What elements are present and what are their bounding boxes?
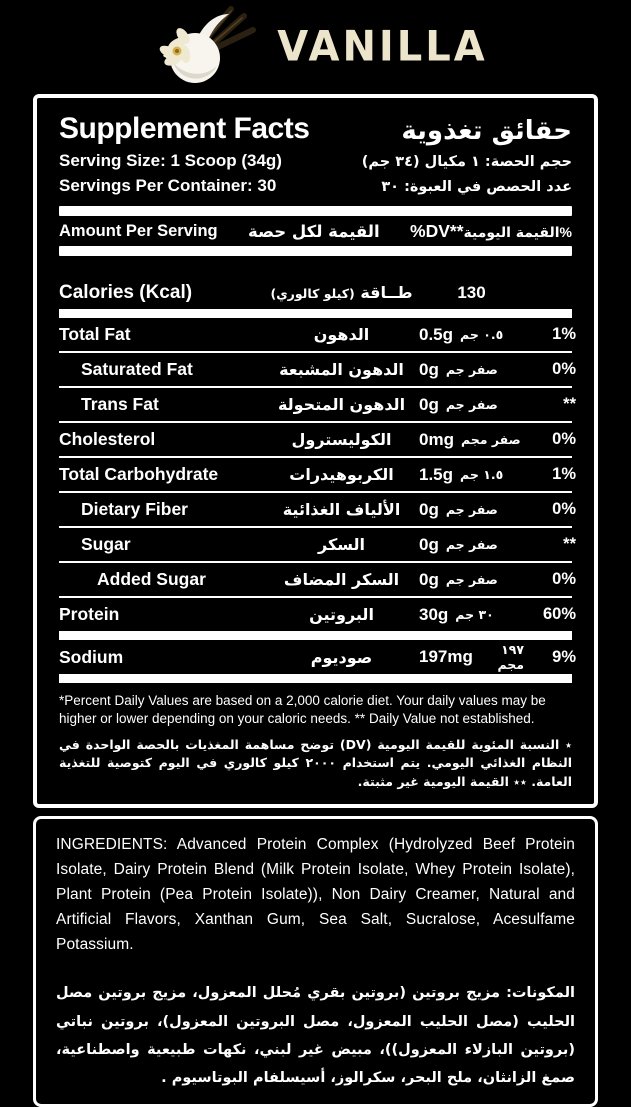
facts-title-en: Supplement Facts bbox=[59, 112, 310, 145]
serving-size-row bbox=[59, 151, 572, 171]
divider-thick bbox=[59, 206, 572, 216]
ingredients-en bbox=[56, 832, 575, 958]
servings-per-container-row bbox=[59, 176, 572, 196]
nutrient-name-ar: الألياف الغذائية bbox=[282, 500, 401, 519]
nutrient-row-sodium bbox=[59, 640, 576, 683]
ingredients-panel bbox=[33, 816, 598, 1107]
ingredients-ar bbox=[56, 979, 575, 1092]
nutrient-amount bbox=[419, 465, 524, 485]
amount-ar: صفر جم bbox=[445, 572, 498, 587]
amount-en: 0g bbox=[419, 499, 439, 519]
footnote-en: *Percent Daily Values are based on a 2,000 calorie diet. Your daily values may be higher or lower depending on your caloric needs. ** Daily Value not established. bbox=[59, 693, 546, 726]
nutrient-row-saturated-fat bbox=[59, 353, 576, 388]
dv-label-ar: القيمة اليومية bbox=[463, 225, 560, 241]
facts-title-row bbox=[59, 112, 572, 146]
nutrient-name-en: Added Sugar bbox=[97, 569, 206, 589]
nutrient-name-ar: البروتين bbox=[309, 605, 374, 624]
dv-label-en: %DV** bbox=[410, 221, 464, 241]
amount-en: 197mg bbox=[419, 647, 473, 666]
serving-size-en: Serving Size: 1 Scoop (34g) bbox=[59, 151, 282, 170]
nutrient-dv: 0% bbox=[552, 430, 576, 448]
facts-title-ar: حقائق تغذوية bbox=[401, 116, 572, 146]
nutrient-amount bbox=[419, 570, 524, 590]
nutrient-name-en: Sugar bbox=[81, 534, 131, 554]
amount-ar: ١٩٧ مجم bbox=[497, 642, 524, 672]
nutrient-amount bbox=[419, 395, 524, 415]
nutrient-name-en: Dietary Fiber bbox=[81, 499, 188, 519]
footnote-ar: ٭ النسبة المئوية للقيمة اليومية (DV) توضح مساهمة المغذيات بالحصة الواحدة في النظام الغذائي اليومي. يتم استخدام ٢٠٠٠ كيلو كالوري في اليوم كتوصية للتغذية العامة. ٭٭ القيمة اليومية غير مثبتة. bbox=[59, 736, 572, 790]
nutrient-name-ar: السكر bbox=[317, 535, 366, 554]
nutrient-name-ar: السكر المضاف bbox=[283, 570, 400, 589]
nutrient-amount bbox=[419, 605, 524, 625]
column-header-row bbox=[59, 216, 572, 246]
nutrient-name-ar: الدهون bbox=[313, 325, 370, 344]
nutrient-name-en: Total Fat bbox=[59, 324, 131, 344]
divider-thick bbox=[59, 246, 572, 256]
nutrient-amount bbox=[419, 500, 524, 520]
amount-ar: صفر مجم bbox=[460, 432, 521, 447]
amount-per-serving-label-en: Amount Per Serving bbox=[59, 222, 218, 240]
servings-per-container-ar: عدد الحصص في العبوة: ٣٠ bbox=[381, 179, 572, 195]
ingredients-text-en: Advanced Protein Complex (Hydrolyzed Beef Protein Isolate, Dairy Protein Blend (Milk Protein Isolate, Whey Protein Isolate), Plant Protein (Pea Protein Isolate)), Non Dairy Creamer, Natural and Artificial Flavors, Xanthan Gum, Sea Salt, Sucralose, Acesulfame Potassium. bbox=[56, 835, 575, 954]
ingredients-label-en: INGREDIENTS: bbox=[56, 835, 168, 853]
vanilla-flower-icon bbox=[143, 4, 271, 91]
nutrient-name-en: Cholesterol bbox=[59, 429, 156, 449]
nutrient-amount bbox=[419, 642, 524, 672]
nutrient-name-ar: الكوليسترول bbox=[291, 430, 392, 449]
nutrient-row-added-sugar bbox=[59, 563, 576, 598]
amount-en: 0g bbox=[419, 359, 439, 379]
nutrient-name-en: Saturated Fat bbox=[81, 359, 193, 379]
calories-label-ar bbox=[264, 283, 419, 302]
nutrient-name-en: Protein bbox=[59, 604, 120, 624]
calories-value: 130 bbox=[457, 282, 486, 302]
nutrient-name-ar: الدهون المتحولة bbox=[277, 395, 406, 414]
amount-ar: صفر جم bbox=[445, 397, 498, 412]
nutrient-row-total-carbohydrate bbox=[59, 458, 576, 493]
calories-label-ar-main: طــاقة bbox=[360, 283, 413, 302]
amount-ar: ١.٥ جم bbox=[460, 467, 504, 482]
nutrient-dv: 9% bbox=[552, 647, 576, 666]
nutrient-table bbox=[59, 276, 576, 683]
daily-value-header bbox=[410, 221, 572, 242]
amount-ar: صفر جم bbox=[445, 362, 498, 377]
nutrient-name-en: Total Carbohydrate bbox=[59, 464, 219, 484]
ingredients-content bbox=[36, 819, 595, 1105]
amount-ar: صفر جم bbox=[445, 502, 498, 517]
flavor-title: VANILLA bbox=[277, 22, 488, 72]
dv-percent-sign: % bbox=[559, 224, 572, 240]
servings-per-container-en: Servings Per Container: 30 bbox=[59, 176, 277, 195]
amount-en: 30g bbox=[419, 604, 449, 624]
nutrient-row-dietary-fiber bbox=[59, 493, 576, 528]
nutrient-amount bbox=[419, 535, 524, 555]
amount-per-serving-label-ar: القيمة لكل حصة bbox=[247, 222, 380, 241]
amount-en: 0mg bbox=[419, 429, 454, 449]
supplement-facts-content bbox=[37, 98, 594, 804]
serving-size-ar: حجم الحصة: ١ مكيال (٣٤ جم) bbox=[361, 154, 572, 170]
nutrient-row-cholesterol bbox=[59, 423, 576, 458]
nutrient-row-trans-fat bbox=[59, 388, 576, 423]
calories-amount bbox=[419, 283, 524, 303]
amount-en: 0g bbox=[419, 569, 439, 589]
nutrient-dv: 0% bbox=[552, 360, 576, 378]
nutrient-dv: 1% bbox=[552, 325, 576, 343]
calories-row bbox=[59, 276, 572, 318]
calories-label-ar-paren: (كيلو كالوري) bbox=[270, 286, 355, 301]
nutrient-name-ar: صوديوم bbox=[310, 647, 373, 667]
amount-en: 1.5g bbox=[419, 464, 454, 484]
amount-ar: صفر جم bbox=[445, 537, 498, 552]
calories-label-en: Calories (Kcal) bbox=[59, 281, 193, 303]
nutrient-row-sugar bbox=[59, 528, 576, 563]
ingredients-text-ar: مزيج بروتين (بروتين بقري مُحلل المعزول، مزيج بروتين مصل الحليب (مصل الحليب المعزول، مصل البروتين المعزول)، بروتين نباتي (بروتين البازلاء المعزول))، مبيض غير لبني، نكهات طبيعية واصطناعية، صمغ الزانثان، ملح البحر، سكرالوز، أسيسلفام البوتاسيوم . bbox=[56, 985, 575, 1087]
nutrient-name-ar: الكربوهيدرات bbox=[289, 465, 394, 484]
nutrient-dv: 1% bbox=[552, 465, 576, 483]
amount-ar: ٠.٥ جم bbox=[460, 327, 504, 342]
nutrient-dv: 0% bbox=[552, 570, 576, 588]
nutrient-row-total-fat bbox=[59, 318, 576, 353]
amount-ar: ٣٠ جم bbox=[455, 607, 494, 622]
nutrient-dv: 0% bbox=[552, 500, 576, 518]
brand-header bbox=[0, 0, 631, 94]
ingredients-label-ar: المكونات: bbox=[506, 985, 575, 1002]
nutrient-dv: 60% bbox=[542, 605, 576, 623]
nutrient-dv: ** bbox=[563, 395, 576, 413]
supplement-facts-panel bbox=[33, 94, 598, 808]
nutrient-amount bbox=[419, 360, 524, 380]
nutrient-name-ar: الدهون المشبعة bbox=[279, 360, 404, 379]
amount-en: 0.5g bbox=[419, 324, 454, 344]
nutrient-amount bbox=[419, 325, 524, 345]
nutrient-amount bbox=[419, 430, 524, 450]
nutrient-dv: ** bbox=[563, 535, 576, 553]
nutrient-row-protein bbox=[59, 598, 576, 640]
amount-en: 0g bbox=[419, 534, 439, 554]
nutrient-name-en: Trans Fat bbox=[81, 394, 159, 414]
amount-en: 0g bbox=[419, 394, 439, 414]
nutrient-name-en: Sodium bbox=[59, 646, 124, 667]
